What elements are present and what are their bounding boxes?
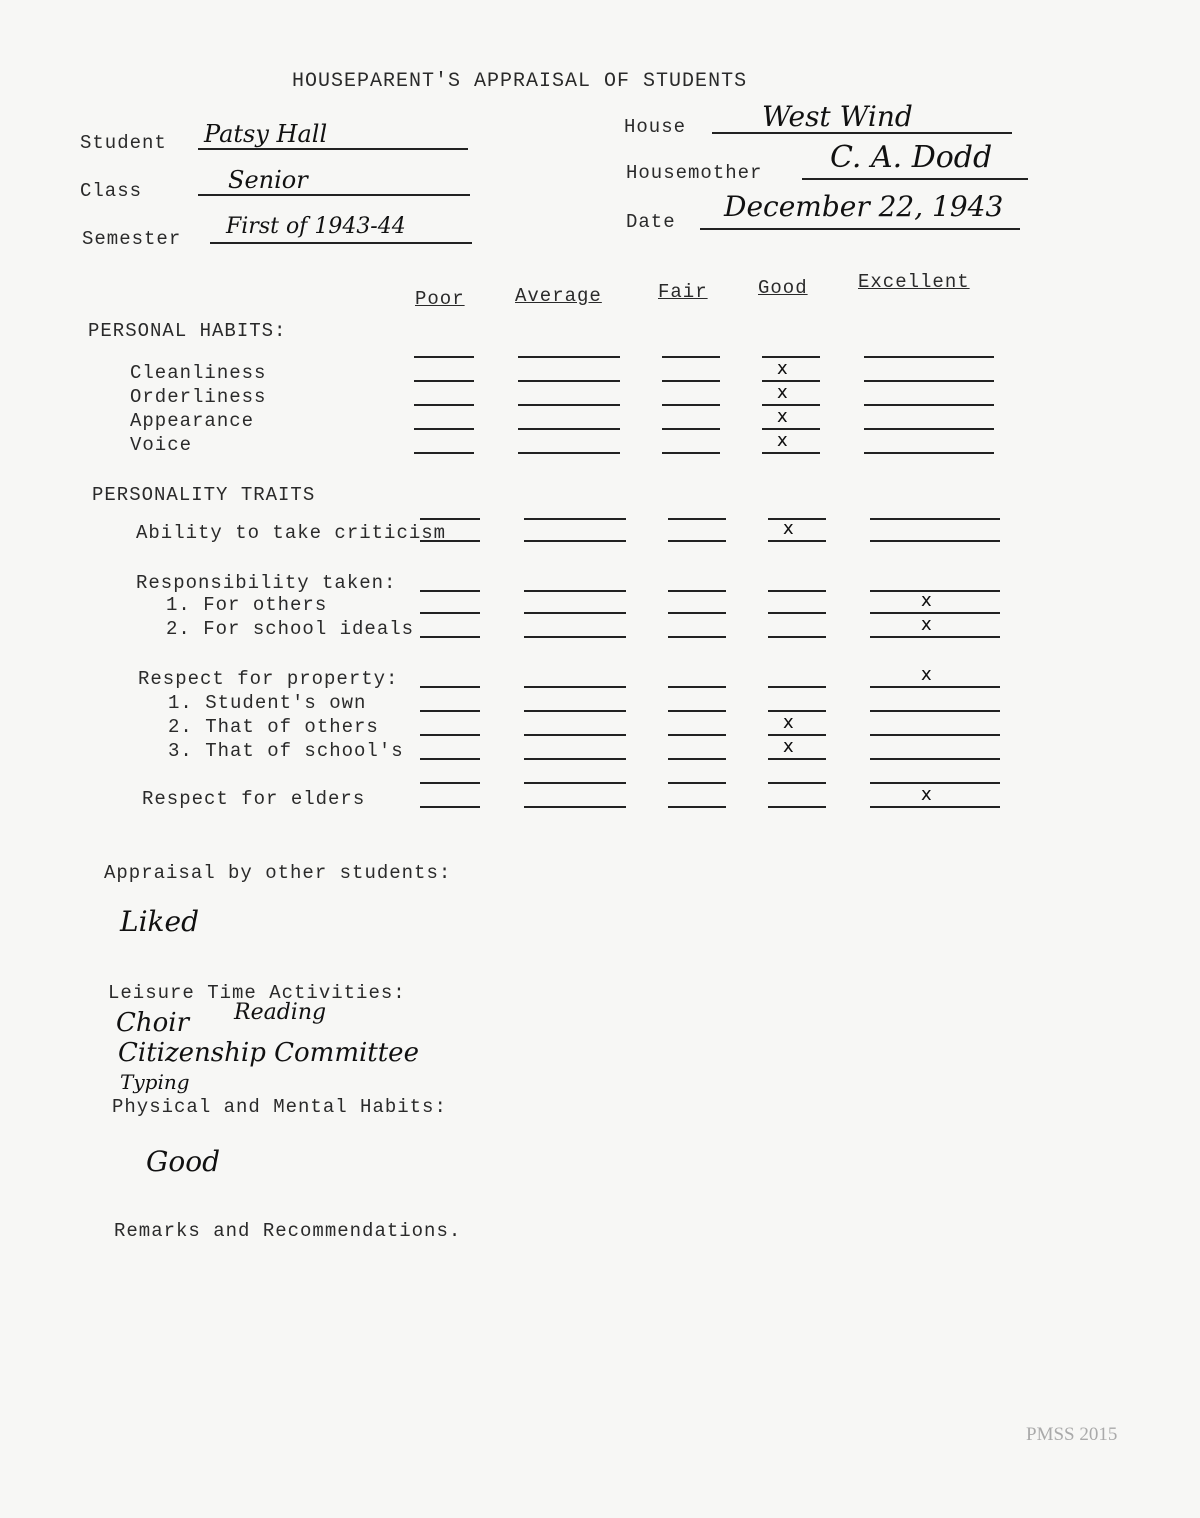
rating-blank-excellent[interactable] bbox=[864, 428, 994, 430]
rating-blank-excellent[interactable] bbox=[870, 518, 1000, 520]
check-mark-icon: x bbox=[783, 518, 794, 539]
semester-field bbox=[210, 214, 472, 244]
rating-blank-excellent[interactable] bbox=[864, 356, 994, 358]
physical-value: Good bbox=[146, 1145, 221, 1178]
rating-blank-fair[interactable] bbox=[668, 734, 726, 736]
check-mark-icon: x bbox=[777, 406, 788, 427]
rating-blank-average[interactable] bbox=[524, 540, 626, 542]
rating-blank-good[interactable] bbox=[768, 758, 826, 760]
row-label: 1. Student's own bbox=[168, 692, 367, 714]
row-label: Respect for property: bbox=[138, 668, 399, 690]
row-label: Respect for elders bbox=[142, 788, 366, 810]
student-label: Student bbox=[80, 132, 167, 154]
watermark: PMSS 2015 bbox=[1026, 1424, 1118, 1445]
column-good: Good bbox=[758, 277, 808, 299]
rating-blank-fair[interactable] bbox=[668, 782, 726, 784]
date-label: Date bbox=[626, 211, 676, 233]
student-field bbox=[198, 120, 468, 150]
rating-blank-fair[interactable] bbox=[668, 710, 726, 712]
rating-blank-poor[interactable] bbox=[414, 380, 474, 382]
leisure-value-choir: Choir bbox=[116, 1008, 190, 1038]
check-mark-icon: x bbox=[783, 736, 794, 757]
rating-blank-good[interactable] bbox=[768, 734, 826, 736]
check-mark-icon: x bbox=[777, 430, 788, 451]
leisure-label: Leisure Time Activities: bbox=[108, 982, 406, 1004]
leisure-value-citizenship: Citizenship Committee bbox=[118, 1038, 419, 1068]
rating-blank-good[interactable] bbox=[768, 686, 826, 688]
rating-blank-poor[interactable] bbox=[420, 636, 480, 638]
class-field bbox=[198, 166, 470, 196]
rating-blank-poor[interactable] bbox=[414, 428, 474, 430]
appraisal-value: Liked bbox=[120, 905, 200, 938]
rating-blank-average[interactable] bbox=[518, 356, 620, 358]
rating-blank-average[interactable] bbox=[518, 380, 620, 382]
rating-blank-good[interactable] bbox=[768, 710, 826, 712]
rating-blank-average[interactable] bbox=[524, 734, 626, 736]
check-mark-icon: x bbox=[777, 382, 788, 403]
row-label: 2. For school ideals bbox=[166, 618, 415, 640]
class-value: Senior bbox=[228, 166, 308, 194]
housemother-field bbox=[802, 140, 1028, 180]
rating-blank-average[interactable] bbox=[524, 518, 626, 520]
rating-blank-fair[interactable] bbox=[662, 380, 720, 382]
appraisal-label: Appraisal by other students: bbox=[104, 862, 452, 884]
rating-blank-average[interactable] bbox=[524, 590, 626, 592]
rating-blank-fair[interactable] bbox=[662, 428, 720, 430]
rating-blank-excellent[interactable] bbox=[870, 540, 1000, 542]
rating-blank-poor[interactable] bbox=[414, 404, 474, 406]
remarks-label: Remarks and Recommendations. bbox=[114, 1220, 462, 1242]
rating-blank-poor[interactable] bbox=[420, 806, 480, 808]
section-personality-traits: PERSONALITY TRAITS bbox=[92, 484, 316, 506]
rating-blank-good[interactable] bbox=[762, 452, 820, 454]
house-label: House bbox=[624, 116, 687, 138]
rating-blank-poor[interactable] bbox=[414, 452, 474, 454]
rating-blank-fair[interactable] bbox=[668, 806, 726, 808]
rating-blank-poor[interactable] bbox=[420, 590, 480, 592]
section-personal-habits: PERSONAL HABITS: bbox=[88, 320, 287, 342]
semester-label: Semester bbox=[82, 228, 182, 250]
rating-blank-fair[interactable] bbox=[668, 612, 726, 614]
rating-blank-average[interactable] bbox=[518, 404, 620, 406]
row-label: 2. That of others bbox=[168, 716, 379, 738]
rating-blank-excellent[interactable] bbox=[870, 782, 1000, 784]
rating-blank-average[interactable] bbox=[518, 428, 620, 430]
row-label: 1. For others bbox=[166, 594, 328, 616]
row-label: Voice bbox=[130, 434, 193, 456]
rating-blank-poor[interactable] bbox=[420, 782, 480, 784]
rating-blank-excellent[interactable] bbox=[864, 380, 994, 382]
rating-blank-poor[interactable] bbox=[420, 540, 480, 542]
rating-blank-excellent[interactable] bbox=[870, 734, 1000, 736]
housemother-value: C. A. Dodd bbox=[830, 140, 993, 175]
rating-blank-fair[interactable] bbox=[668, 518, 726, 520]
rating-blank-excellent[interactable] bbox=[870, 636, 1000, 638]
rating-blank-good[interactable] bbox=[768, 612, 826, 614]
rating-blank-good[interactable] bbox=[768, 806, 826, 808]
rating-blank-fair[interactable] bbox=[662, 356, 720, 358]
rating-blank-excellent[interactable] bbox=[864, 404, 994, 406]
rating-blank-good[interactable] bbox=[762, 404, 820, 406]
physical-label: Physical and Mental Habits: bbox=[112, 1096, 447, 1118]
class-label: Class bbox=[80, 180, 143, 202]
check-mark-icon: x bbox=[777, 358, 788, 379]
rating-blank-average[interactable] bbox=[524, 686, 626, 688]
rating-blank-poor[interactable] bbox=[420, 686, 480, 688]
rating-blank-fair[interactable] bbox=[662, 404, 720, 406]
student-value: Patsy Hall bbox=[204, 120, 328, 148]
rating-blank-fair[interactable] bbox=[662, 452, 720, 454]
rating-blank-fair[interactable] bbox=[668, 590, 726, 592]
rating-blank-excellent[interactable] bbox=[870, 590, 1000, 592]
rating-blank-poor[interactable] bbox=[420, 612, 480, 614]
column-average: Average bbox=[515, 285, 602, 307]
house-value: West Wind bbox=[762, 100, 913, 133]
rating-blank-good[interactable] bbox=[762, 428, 820, 430]
rating-blank-good[interactable] bbox=[768, 518, 826, 520]
row-label: Cleanliness bbox=[130, 362, 267, 384]
leisure-value-typing: Typing bbox=[120, 1070, 190, 1094]
housemother-label: Housemother bbox=[626, 162, 763, 184]
rating-blank-good[interactable] bbox=[768, 636, 826, 638]
rating-blank-average[interactable] bbox=[524, 758, 626, 760]
rating-blank-excellent[interactable] bbox=[864, 452, 994, 454]
row-label: Appearance bbox=[130, 410, 255, 432]
row-label: Orderliness bbox=[130, 386, 267, 408]
rating-blank-fair[interactable] bbox=[668, 540, 726, 542]
column-poor: Poor bbox=[415, 288, 465, 310]
form-title: HOUSEPARENT'S APPRAISAL OF STUDENTS bbox=[292, 70, 748, 93]
rating-blank-excellent[interactable] bbox=[870, 806, 1000, 808]
rating-blank-excellent[interactable] bbox=[870, 612, 1000, 614]
date-value: December 22, 1943 bbox=[724, 190, 1004, 223]
row-label: Responsibility taken: bbox=[136, 572, 397, 594]
row-label: 3. That of school's bbox=[168, 740, 404, 762]
rating-blank-poor[interactable] bbox=[420, 710, 480, 712]
row-label: Ability to take criticism bbox=[136, 522, 447, 544]
leisure-value-reading: Reading bbox=[234, 1000, 327, 1025]
column-fair: Fair bbox=[658, 281, 708, 303]
rating-blank-average[interactable] bbox=[524, 612, 626, 614]
rating-blank-excellent[interactable] bbox=[870, 710, 1000, 712]
rating-blank-excellent[interactable] bbox=[870, 758, 1000, 760]
rating-blank-good[interactable] bbox=[762, 356, 820, 358]
check-mark-icon: x bbox=[921, 664, 932, 685]
rating-blank-fair[interactable] bbox=[668, 686, 726, 688]
check-mark-icon: x bbox=[921, 614, 932, 635]
rating-blank-poor[interactable] bbox=[420, 518, 480, 520]
rating-blank-good[interactable] bbox=[768, 782, 826, 784]
column-excellent: Excellent bbox=[858, 271, 970, 293]
rating-blank-poor[interactable] bbox=[414, 356, 474, 358]
rating-blank-excellent[interactable] bbox=[870, 686, 1000, 688]
semester-value: First of 1943-44 bbox=[226, 214, 406, 239]
rating-blank-good[interactable] bbox=[768, 540, 826, 542]
check-mark-icon: x bbox=[921, 784, 932, 805]
rating-blank-poor[interactable] bbox=[420, 758, 480, 760]
rating-blank-average[interactable] bbox=[518, 452, 620, 454]
rating-blank-average[interactable] bbox=[524, 782, 626, 784]
rating-blank-average[interactable] bbox=[524, 806, 626, 808]
house-field bbox=[712, 100, 1012, 134]
date-field bbox=[700, 190, 1020, 230]
rating-blank-fair[interactable] bbox=[668, 758, 726, 760]
rating-blank-average[interactable] bbox=[524, 636, 626, 638]
rating-blank-poor[interactable] bbox=[420, 734, 480, 736]
rating-blank-fair[interactable] bbox=[668, 636, 726, 638]
rating-blank-average[interactable] bbox=[524, 710, 626, 712]
rating-blank-good[interactable] bbox=[768, 590, 826, 592]
rating-blank-good[interactable] bbox=[762, 380, 820, 382]
check-mark-icon: x bbox=[783, 712, 794, 733]
check-mark-icon: x bbox=[921, 590, 932, 611]
